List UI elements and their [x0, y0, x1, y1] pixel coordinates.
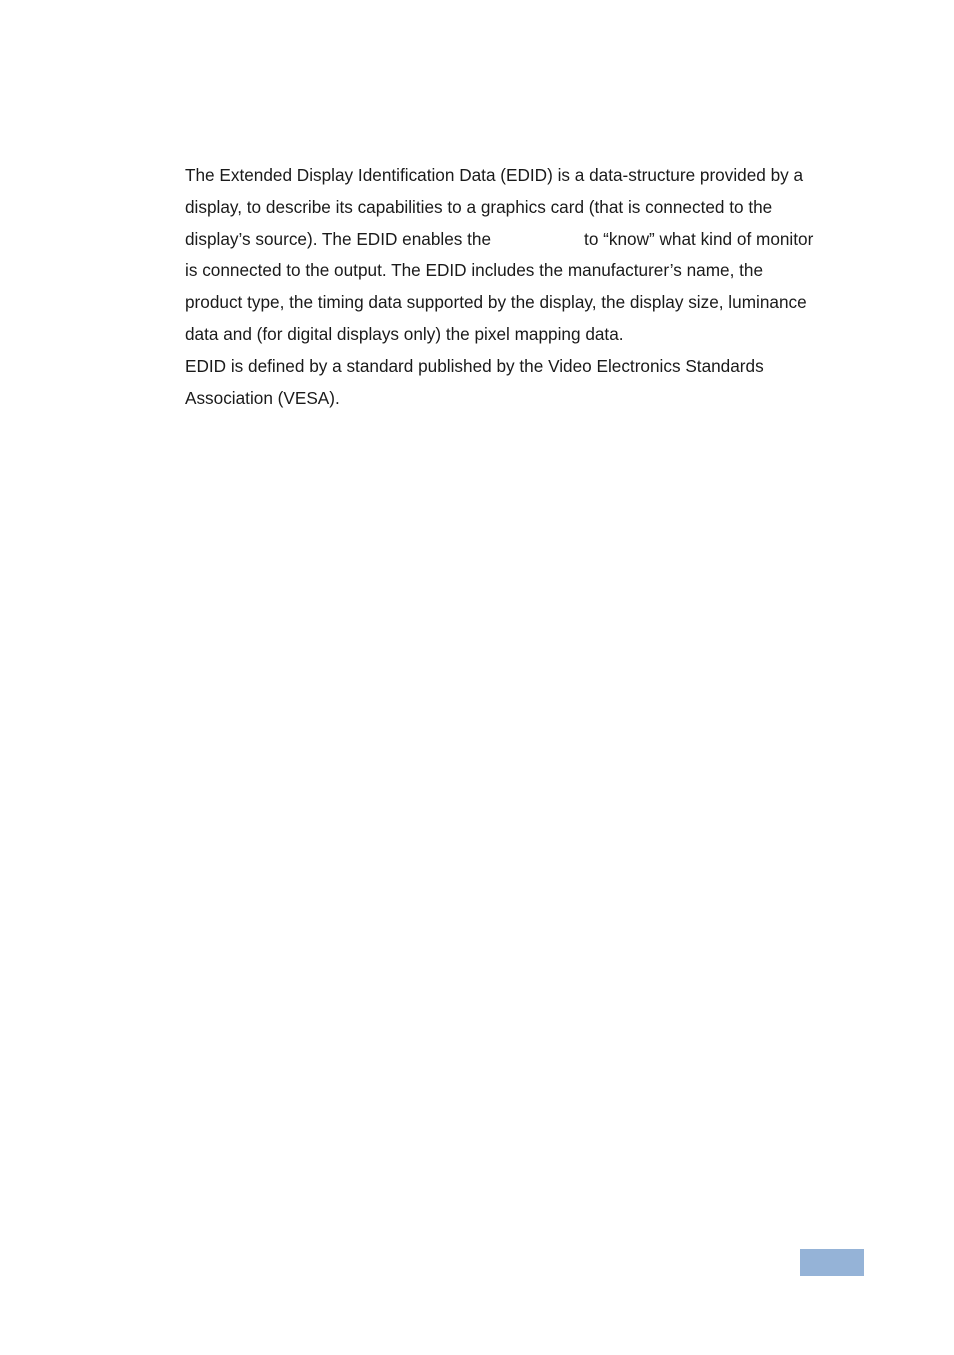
- edid-description: [185, 160, 860, 414]
- paragraph-1-line-3-start: display’s source). The EDID enables the: [185, 228, 492, 249]
- paragraph-2-line-2: Association (VESA).: [185, 387, 340, 408]
- paragraph-1-line-3: [185, 224, 860, 256]
- paragraph-2-line-1: EDID is defined by a standard published by the Video Electronics Standards: [185, 355, 764, 376]
- paragraph-1-line-6: data and (for digital displays only) the pixel mapping data.: [185, 323, 624, 344]
- paragraph-1-line-4: is connected to the output. The EDID includes the manufacturer’s name, the: [185, 260, 764, 281]
- paragraph-1-line-1: The Extended Display Identification Data (EDID) is a data-structure provided by a: [185, 165, 804, 185]
- paragraph-1-line-3-end: to “know” what kind of monitor: [584, 228, 814, 249]
- paragraph-1-line-2: display, to describe its capabilities to a graphics card (that is connected to the: [185, 196, 773, 217]
- paragraph-1-line-5: product type, the timing data supported by the display, the display size, luminance: [185, 292, 807, 313]
- page-number-tab: [800, 1249, 864, 1276]
